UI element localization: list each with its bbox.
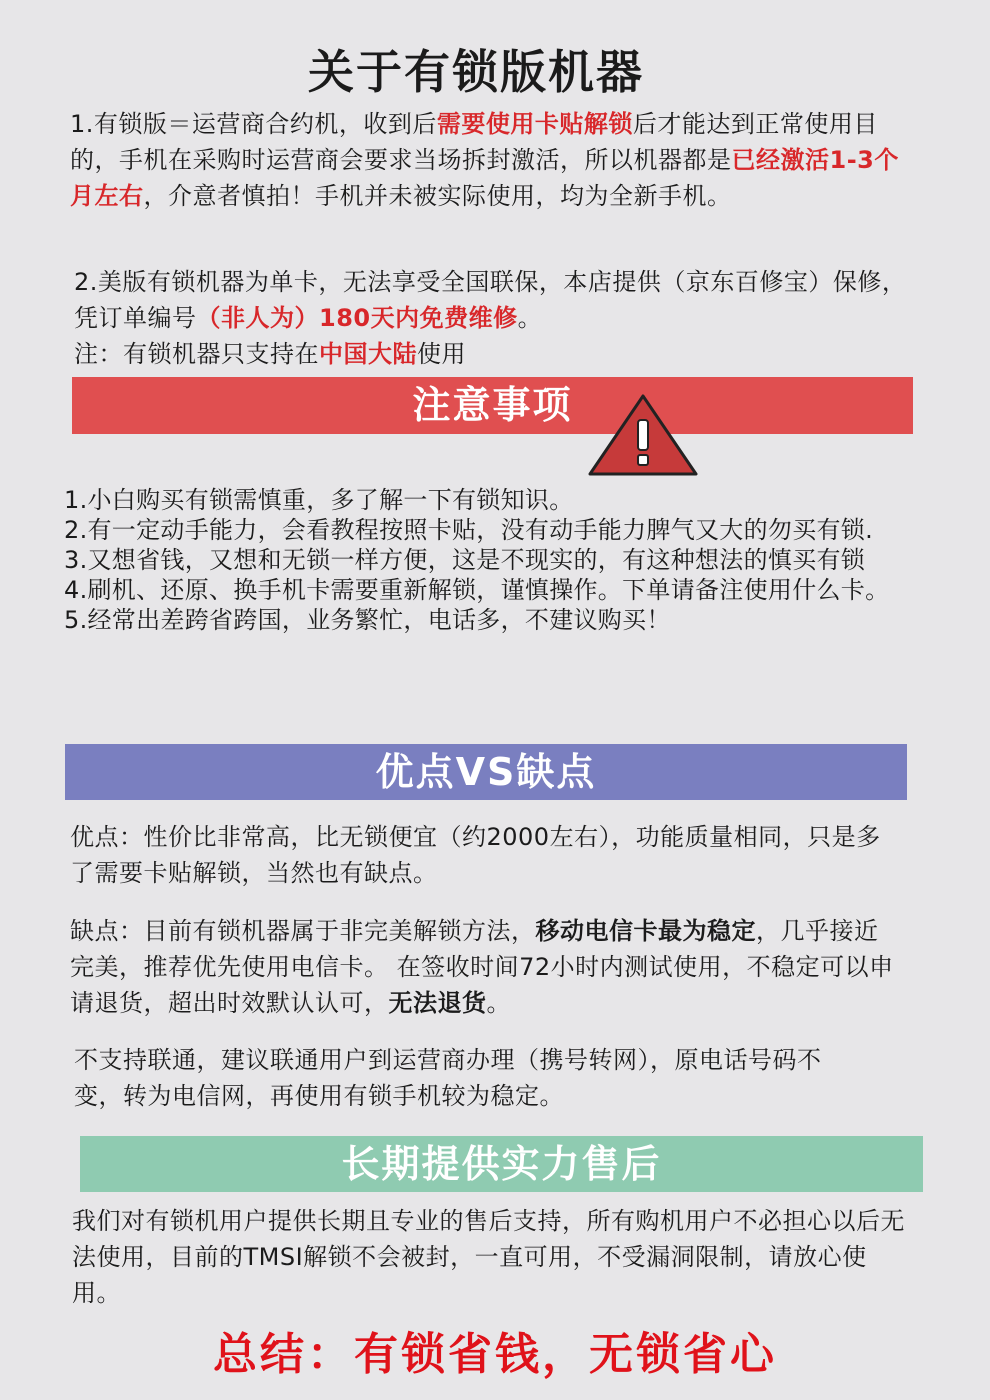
intro-note-text-a: 注：有锁机器只支持在: [74, 340, 319, 368]
cons-text-c: ，几乎接近完美，推荐优先使用电信卡。 在签收时间72小时内测试使用，不稳定可以申请退货，超出时效默认认可，: [70, 917, 894, 1017]
notice-item: 4.刷机、还原、换手机卡需要重新解锁，谨慎操作。下单请备注使用什么卡。: [64, 576, 890, 604]
cons-highlight-no-return: 无法退货: [388, 989, 487, 1017]
intro-note: [74, 336, 924, 372]
notice-item: 1.小白购买有锁需慎重，多了解一下有锁知识。: [64, 486, 574, 514]
warning-icon: [586, 392, 700, 478]
intro-p2-text-c: 。: [517, 304, 543, 332]
cons-text-a: 缺点：目前有锁机器属于非完美解锁方法，: [70, 917, 536, 945]
intro-note-highlight-region: 中国大陆: [319, 340, 417, 368]
page-title: 关于有锁版机器: [308, 45, 644, 99]
intro-p2-text-a: 2.美版有锁机器为单卡，无法享受全国联保，本店提供（京东百修宝）保修，凭订单编号: [74, 268, 907, 332]
intro-p1-text-c: 后才能达到正常使用目的，手机在采购时运营商会要求当场拆封激活，所以机器都是: [70, 110, 878, 174]
notice-item: 3.又想省钱，又想和无锁一样方便，这是不现实的，有这种想法的慎买有锁: [64, 546, 866, 574]
intro-note-text-c: 使用: [417, 340, 466, 368]
pros-cons-banner: [65, 744, 907, 800]
notice-list: [64, 485, 904, 635]
after-sales-banner: [80, 1136, 923, 1192]
summary-text: 总结：有锁省钱，无锁省心: [213, 1329, 777, 1380]
intro-p1-highlight-unlock: 需要使用卡贴解锁: [436, 110, 633, 138]
cons-highlight-carrier: 移动电信卡最为稳定: [535, 917, 756, 945]
intro-paragraph-1: [70, 106, 910, 214]
after-sales-paragraph: [72, 1203, 912, 1311]
unicom-paragraph: [74, 1042, 854, 1114]
notice-banner-label: 注意事项: [412, 383, 573, 427]
cons-text-e: 。: [486, 989, 511, 1017]
intro-p1-text-e: ，介意者慎拍！手机并未被实际使用，均为全新手机。: [143, 182, 732, 210]
unicom-text: 不支持联通，建议联通用户到运营商办理（携号转网），原电话号码不变，转为电信网，再使用有锁手机较为稳定。: [74, 1046, 822, 1110]
notice-banner: [72, 377, 913, 434]
after-sales-text: 我们对有锁机用户提供长期且专业的售后支持，所有购机用户不必担心以后无法使用，目前的TMSI解锁不会被封，一直可用，不受漏洞限制，请放心使用。: [72, 1207, 905, 1307]
notice-item: 2.有一定动手能力，会看教程按照卡贴，没有动手能力脾气又大的勿买有锁.: [64, 516, 874, 544]
intro-p2-highlight-warranty: （非人为）180天内免费维修: [196, 304, 518, 332]
notice-item: 5.经常出差跨省跨国，业务繁忙，电话多，不建议购买！: [64, 606, 671, 634]
pros-text: 优点：性价比非常高，比无锁便宜（约2000左右），功能质量相同，只是多了需要卡贴解锁，当然也有缺点。: [70, 823, 881, 887]
after-sales-banner-label: 长期提供实力售后: [341, 1142, 662, 1186]
pros-cons-banner-label: 优点VS缺点: [375, 750, 597, 794]
intro-paragraph-2: [74, 264, 924, 372]
pros-paragraph: [70, 819, 900, 891]
intro-p1-highlight-activated: 已经激活1-3个月左右: [70, 146, 899, 210]
cons-paragraph: [70, 913, 900, 1021]
intro-p1-text-a: 1.有锁版＝运营商合约机，收到后: [70, 110, 437, 138]
